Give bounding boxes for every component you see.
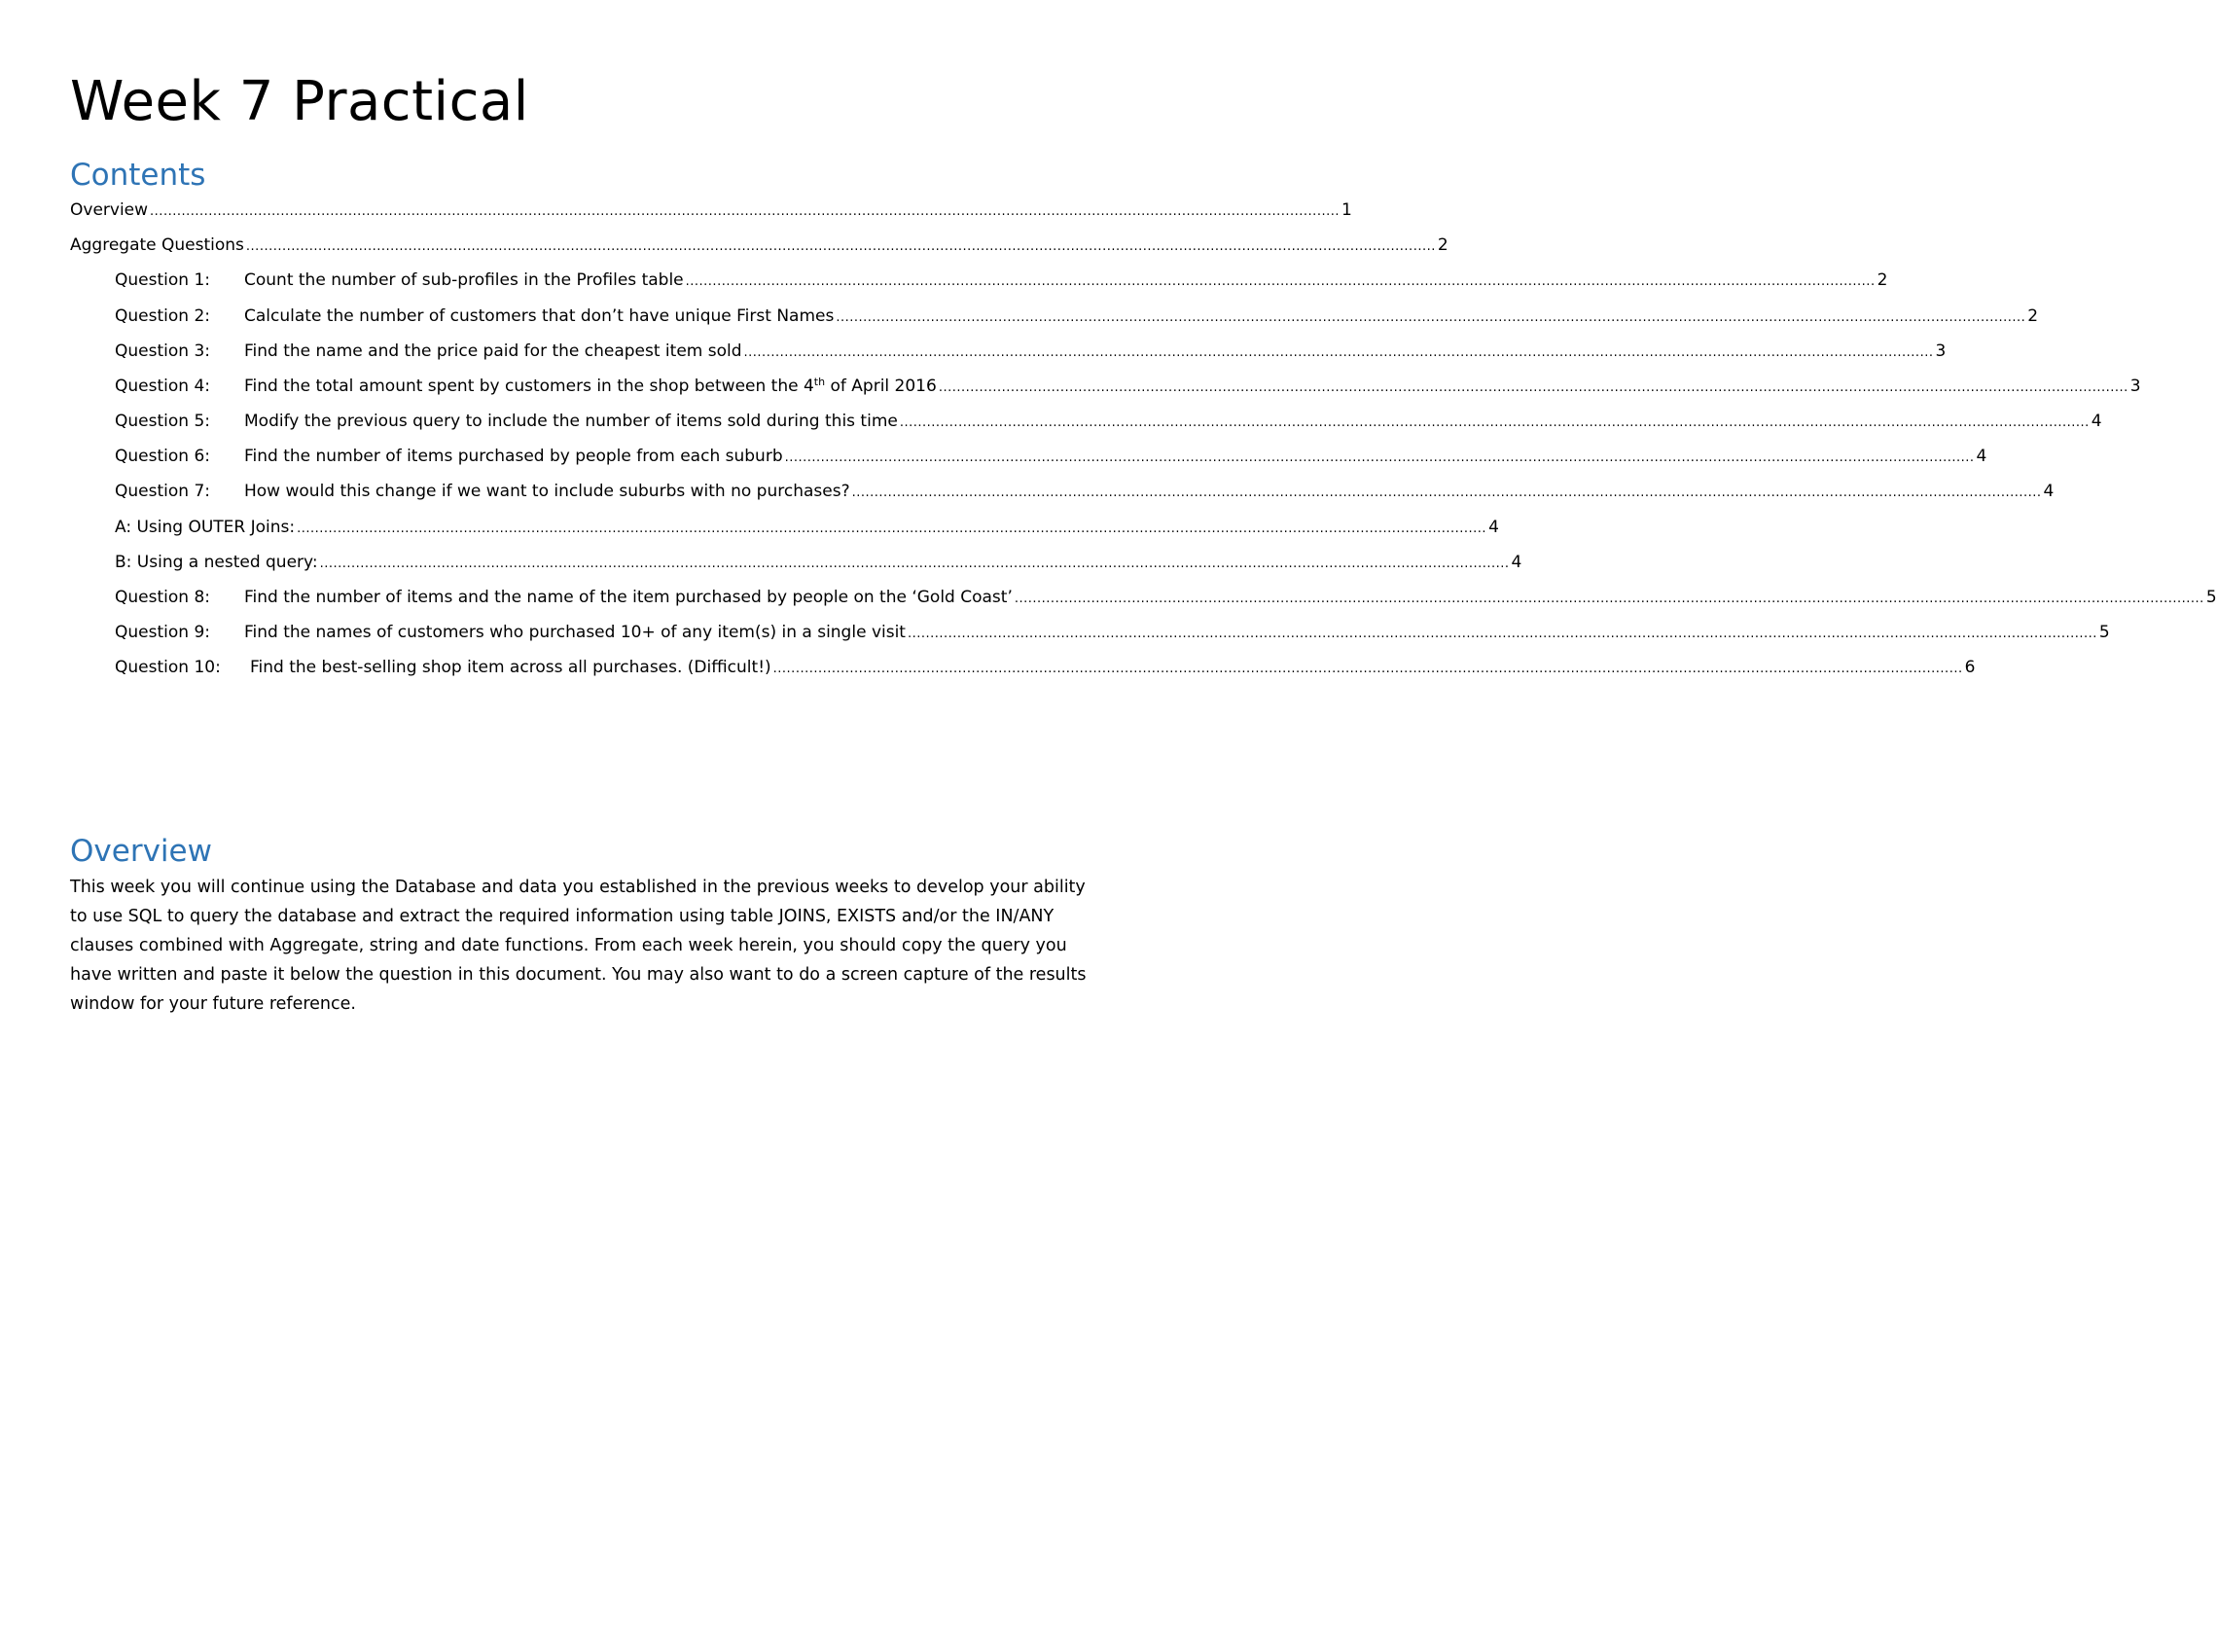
toc-page-number: 3 — [2129, 377, 2141, 396]
toc-entry-text: Aggregate Questions — [70, 235, 244, 255]
toc-page-number: 4 — [1488, 518, 1499, 537]
toc-entry-question-2[interactable] — [115, 305, 2039, 327]
toc-leader — [785, 448, 1975, 469]
toc-page-number: 3 — [1935, 341, 1947, 361]
toc-page-number: 2 — [2027, 306, 2039, 326]
toc-leader — [320, 554, 1510, 575]
toc-entry-text: Find the best-selling shop item across all purchases. (Difficult!) — [250, 658, 771, 677]
toc-leader — [1015, 589, 2204, 610]
toc-page-number: 4 — [1511, 553, 1522, 572]
toc-question-number: Question 10: — [115, 658, 221, 677]
toc-entry-text: Find the number of items and the name of the item purchased by people on the ‘Gold Coast’ — [244, 588, 1013, 607]
toc-question-number: Question 8: — [115, 588, 210, 607]
toc-page-number: 4 — [2091, 412, 2102, 431]
toc-entry-text: A: Using OUTER Joins: — [115, 518, 296, 537]
toc-page-number: 5 — [2098, 623, 2110, 642]
toc-entry-question-1[interactable] — [115, 269, 1888, 291]
overview-heading: Overview — [70, 834, 212, 869]
toc-entry-question-8[interactable] — [115, 587, 2217, 608]
contents-heading: Contents — [70, 158, 206, 193]
toc-entry-question-6[interactable] — [115, 446, 1987, 467]
toc-entry-text — [244, 376, 937, 397]
toc-question-number: Question 6: — [115, 447, 210, 466]
toc-entry-question-7[interactable] — [115, 481, 2055, 502]
toc-leader — [686, 271, 1876, 293]
document-title: Week 7 Practical — [70, 70, 529, 133]
toc-question-number: Question 7: — [115, 482, 210, 501]
toc-entry-text-part: of April 2016 — [825, 377, 937, 396]
toc-question-number: Question 1: — [115, 270, 210, 290]
toc-entry-question-9[interactable] — [115, 622, 2110, 643]
toc-page-number: 5 — [2205, 588, 2217, 607]
toc-entry-text: Find the number of items purchased by people from each suburb — [244, 447, 783, 466]
toc-entry-text: Find the names of customers who purchased 10+ of any item(s) in a single visit — [244, 623, 906, 642]
toc-entry-text: Modify the previous query to include the number of items sold during this time — [244, 412, 898, 431]
toc-leader — [939, 377, 2128, 399]
toc-leader — [744, 342, 1934, 364]
toc-entry-text: Count the number of sub-profiles in the Profiles table — [244, 270, 684, 290]
toc-leader — [150, 201, 1340, 223]
toc-entry-text: B: Using a nested query: — [115, 553, 318, 572]
toc-question-number: Question 9: — [115, 623, 210, 642]
toc-page-number: 4 — [2043, 482, 2055, 501]
toc-entry-question-5[interactable] — [115, 411, 2102, 432]
toc-page-number: 1 — [1341, 200, 1352, 220]
toc-entry-outer-joins[interactable] — [115, 517, 1499, 538]
ordinal-suffix: th — [813, 376, 826, 388]
toc-entry-text: Find the name and the price paid for the cheapest item sold — [244, 341, 742, 361]
toc-page-number: 2 — [1437, 235, 1448, 255]
toc-leader — [900, 413, 2090, 434]
toc-entry-aggregate-questions[interactable] — [70, 234, 1448, 256]
toc-page-number: 2 — [1877, 270, 1888, 290]
toc-leader — [297, 519, 1486, 540]
toc-page-number: 6 — [1964, 658, 1976, 677]
toc-leader — [852, 483, 2042, 504]
toc-entry-question-4[interactable] — [115, 376, 2141, 397]
toc-leader — [246, 236, 1436, 258]
toc-entry-nested-query[interactable] — [115, 552, 1522, 573]
overview-paragraph: This week you will continue using the Database and data you established in the previous weeks to develop your ability to use SQL to query the database and extract the required information using table JOINS, EXISTS and/or the IN/ANY clauses combined with Aggregate, string and date functions. From each week herein, you should copy the query you have written and paste it below the question in this document. You may also want to do a screen capture of the results window for your future reference. — [70, 878, 1087, 1014]
toc-leader — [836, 307, 2025, 329]
toc-question-number: Question 5: — [115, 412, 210, 431]
toc-question-number: Question 2: — [115, 306, 210, 326]
toc-page-number: 4 — [1976, 447, 1987, 466]
toc-entry-text: How would this change if we want to include suburbs with no purchases? — [244, 482, 850, 501]
toc-entry-question-3[interactable] — [115, 341, 1947, 362]
toc-question-number: Question 3: — [115, 341, 210, 361]
toc-question-number: Question 4: — [115, 377, 210, 396]
toc-leader — [773, 659, 1963, 680]
toc-entry-text: Calculate the number of customers that don’t have unique First Names — [244, 306, 835, 326]
toc-entry-overview[interactable] — [70, 199, 1352, 221]
toc-entry-question-10[interactable] — [115, 657, 1976, 678]
toc-entry-text: Overview — [70, 200, 149, 220]
toc-entry-text-part: Find the total amount spent by customers in the shop between the 4 — [244, 377, 814, 396]
toc-leader — [908, 624, 2097, 645]
